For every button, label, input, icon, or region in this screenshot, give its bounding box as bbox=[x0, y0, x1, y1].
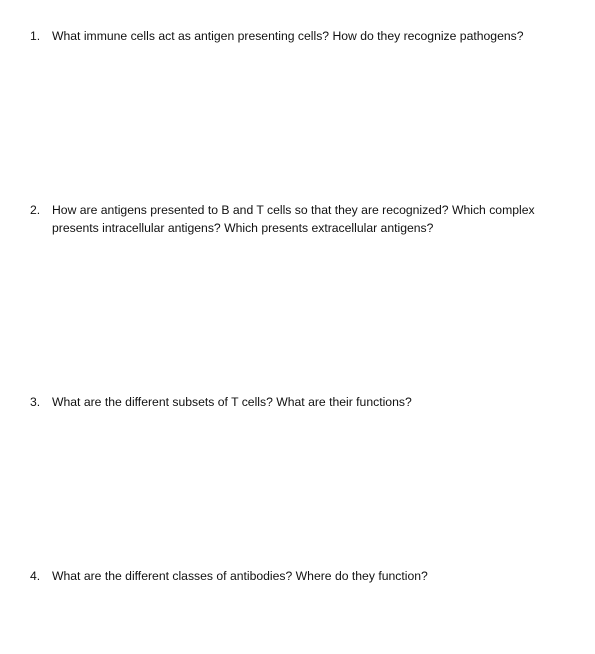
question-text bbox=[52, 201, 575, 237]
question-number: 3. bbox=[30, 395, 41, 409]
question-1 bbox=[30, 27, 575, 45]
question-3 bbox=[30, 393, 575, 411]
question-text bbox=[52, 27, 575, 45]
question-line: What are the different subsets of T cells? What are their functions? bbox=[52, 395, 412, 409]
question-text bbox=[52, 393, 575, 411]
question-text bbox=[52, 567, 575, 585]
question-line: presents intracellular antigens? Which presents extracellular antigens? bbox=[52, 221, 434, 235]
question-number: 4. bbox=[30, 569, 41, 583]
question-number: 2. bbox=[30, 203, 41, 217]
question-number: 1. bbox=[30, 29, 41, 43]
question-2 bbox=[30, 201, 575, 237]
question-line: What are the different classes of antibodies? Where do they function? bbox=[52, 569, 428, 583]
question-line: What immune cells act as antigen presenting cells? How do they recognize pathogens? bbox=[52, 29, 524, 43]
question-4 bbox=[30, 567, 575, 585]
question-line: How are antigens presented to B and T cells so that they are recognized? Which complex bbox=[52, 203, 535, 217]
